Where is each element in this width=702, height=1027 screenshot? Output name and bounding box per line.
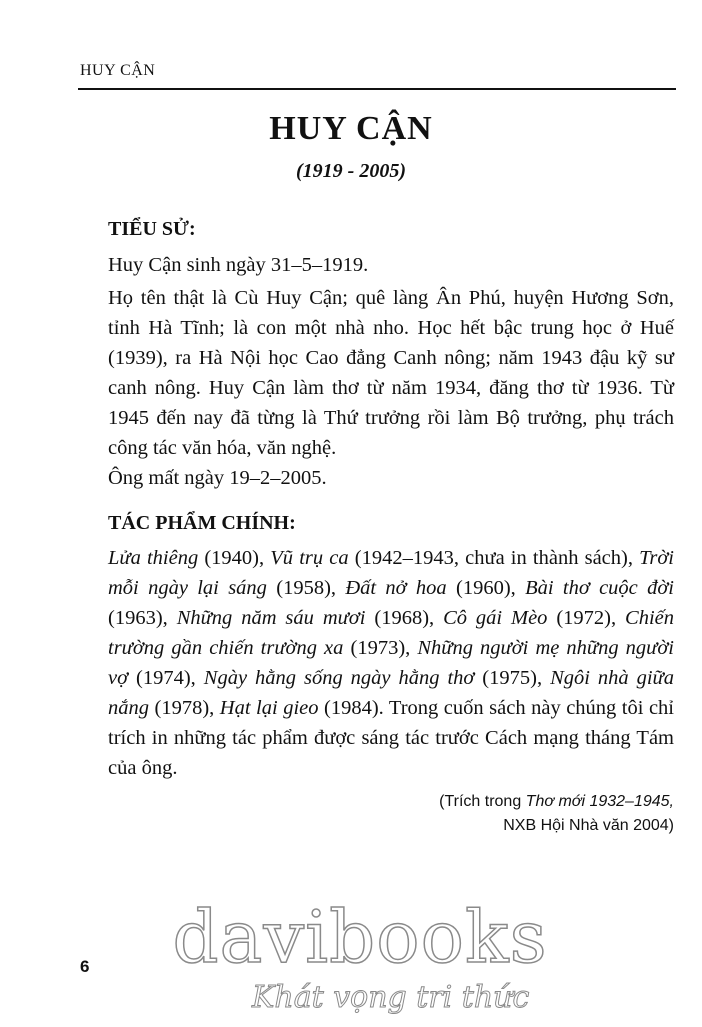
work-title: Lửa thiêng	[108, 547, 199, 569]
biography-birth: Huy Cận sinh ngày 31–5–1919.	[108, 254, 369, 276]
work-title: Ngôi nhà giữa nắng	[108, 667, 674, 719]
biography-heading: TIỂU SỬ:	[108, 218, 196, 240]
work-year: (1978),	[149, 697, 220, 719]
work-title: Trời mỗi ngày lại sáng	[108, 547, 674, 599]
citation-line-2: NXB Hội Nhà văn 2004)	[503, 817, 674, 834]
work-year: (1984).	[318, 697, 389, 719]
work-title: Ngày hằng sống ngày hằng thơ	[203, 667, 475, 689]
work-title: Những năm sáu mươi	[176, 607, 366, 629]
running-head: HUY CẬN	[80, 62, 156, 79]
biography-paragraph: Họ tên thật là Cù Huy Cận; quê làng Ân Phú, huyện Hương Sơn, tỉnh Hà Tĩnh; là con một nhà nho. Học hết bậc trung học ở Huế (1939), ra Hà Nội học Cao đẳng Canh nông; năm 1943 đậu kỹ sư canh nông. Huy Cận làm thơ từ năm 1934, đăng thơ từ 1936. Từ 1945 đến nay đã từng là Thứ trưởng rồi làm Bộ trưởng, phụ trách công tác văn hóa, văn nghệ.	[108, 287, 674, 459]
work-title: Cô gái Mèo	[443, 607, 548, 629]
work-year: (1974),	[128, 667, 204, 689]
work-title: Đất nở hoa	[345, 577, 447, 599]
work-title: Bài thơ cuộc đời	[525, 577, 674, 599]
work-year: (1958),	[266, 577, 346, 599]
watermark-brand: davibooks	[172, 895, 548, 979]
work-year: (1942–1943, chưa in thành sách),	[348, 547, 640, 569]
works-closing: Trong cuốn sách này chúng tôi chỉ trích in những tác phẩm được sáng tác trước Cách mạng tháng Tám của ông.	[108, 697, 674, 779]
work-year: (1972),	[547, 607, 626, 629]
work-title: Hạt lại gieo	[219, 697, 319, 719]
works-heading: TÁC PHẨM CHÍNH:	[108, 512, 296, 534]
work-title: Vũ trụ ca	[270, 547, 349, 569]
works-paragraph	[108, 543, 674, 783]
page-number: 6	[80, 957, 90, 976]
work-year: (1960),	[446, 577, 526, 599]
header-rule	[78, 88, 676, 90]
work-year: (1973),	[343, 637, 418, 659]
citation-prefix: (Trích trong	[439, 793, 526, 810]
citation-line-1	[439, 790, 674, 814]
work-year: (1940),	[198, 547, 271, 569]
work-title: Chiến trường gần chiến trường xa	[108, 607, 675, 659]
citation-book: Thơ mới 1932–1945,	[525, 793, 674, 810]
watermark-slogan: Khát vọng tri thức	[252, 980, 530, 1015]
work-title: Những người mẹ những người vợ	[108, 637, 675, 689]
biography-death: Ông mất ngày 19–2–2005.	[108, 467, 327, 489]
page-title: HUY CẬN	[269, 110, 433, 147]
work-year: (1963),	[108, 607, 177, 629]
citation	[439, 790, 674, 838]
work-year: (1968),	[365, 607, 444, 629]
work-year: (1975),	[474, 667, 551, 689]
life-years: (1919 - 2005)	[296, 160, 406, 182]
